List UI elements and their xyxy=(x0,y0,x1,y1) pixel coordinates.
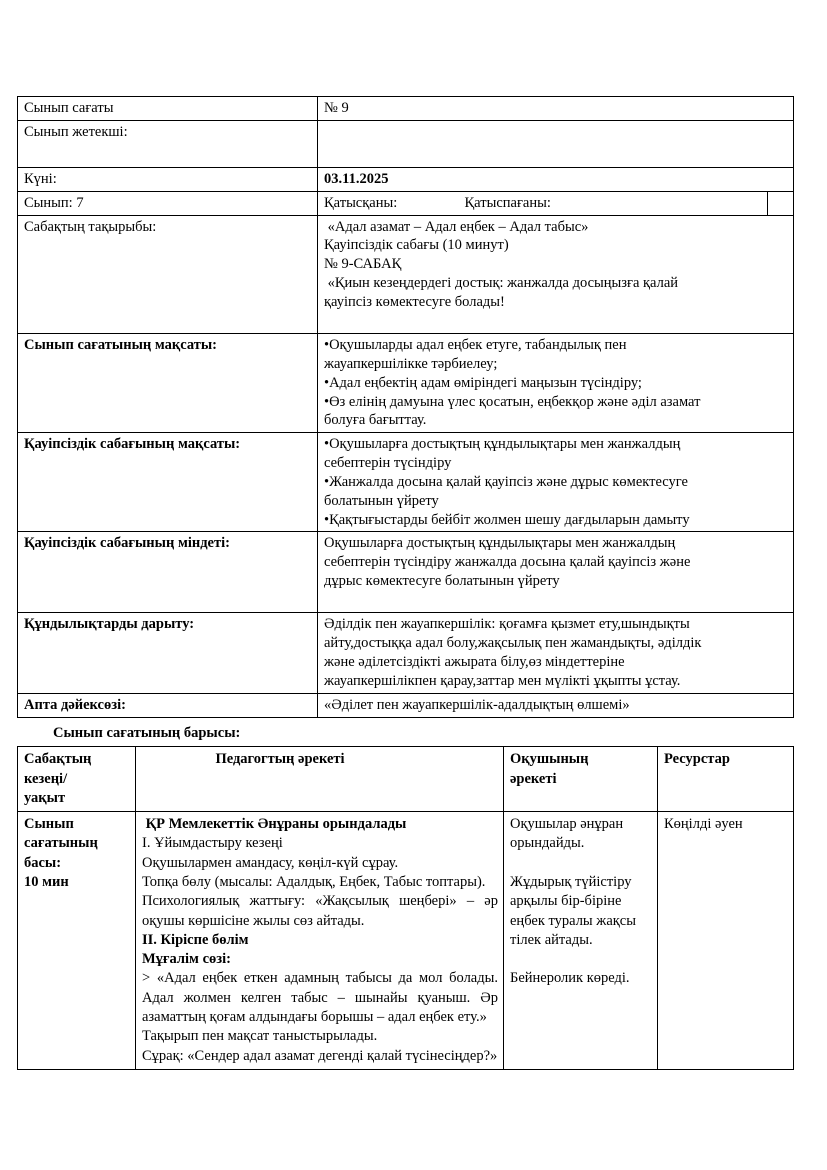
values-line: және әділетсіздікті ажырата білу,өз міндеттеріне xyxy=(324,653,625,670)
topic-line: «Қиын кезеңдердегі достық: жанжалда досыңызға қалай xyxy=(324,275,679,292)
topic-spacer xyxy=(324,312,788,331)
absent-label: Қатыспағаны: xyxy=(464,194,551,211)
safety-task-line: себептерін түсіндіру жанжалда досына қалай қауіпсіз және xyxy=(324,554,691,571)
week-quote-value: «Әділет пен жауапкершілік-адалдықтың өлшемі» xyxy=(318,693,794,717)
topic-line: № 9-САБАҚ xyxy=(324,256,402,273)
column-header-stage xyxy=(18,747,136,812)
student-action-cell xyxy=(504,812,658,1070)
stage-cell xyxy=(18,812,136,1070)
teacher-action-cell xyxy=(136,812,504,1070)
attended-label: Қатысқаны: xyxy=(324,194,398,211)
teacher-block: Сұрақ: «Сендер адал азамат дегенді қалай түсінесіңдер?» xyxy=(142,1047,498,1064)
student-block: Жұдырық түйістіру арқылы бір-біріне еңбек туралы жақсы тілек айтады. xyxy=(510,874,640,948)
attendance-cell xyxy=(318,191,768,215)
table-row-week-quote xyxy=(18,693,794,717)
table-row xyxy=(18,812,794,1070)
safety-goal-label: Қауіпсіздік сабағының мақсаты: xyxy=(18,433,318,532)
goal-line: •Өз елінің дамуына үлес қосатын, еңбекқор және әділ азамат xyxy=(324,393,701,410)
stage-line: 10 мин xyxy=(24,874,69,891)
table-row-class-hour-goal xyxy=(18,334,794,433)
stage-line: басы: xyxy=(24,854,62,871)
values-value xyxy=(318,613,794,693)
table-row-date xyxy=(18,167,794,191)
table-row-class-hour xyxy=(18,97,794,121)
safety-task-line: Оқушыларға достықтың құндылықтары мен жанжалдың xyxy=(324,535,676,552)
safety-goal-line: болатынын үйрету xyxy=(324,492,439,509)
goal-line: •Оқушыларды адал еңбек етуге, табандылық пен xyxy=(324,337,627,354)
table-row-topic xyxy=(18,215,794,334)
week-quote-label: Апта дәйексөзі: xyxy=(18,693,318,717)
lesson-plan-document xyxy=(17,96,793,1070)
table-row-safety-goal xyxy=(18,433,794,532)
values-label: Құндылықтарды дарыту: xyxy=(18,613,318,693)
teacher-block: II. Кіріспе бөлім xyxy=(142,931,249,948)
teacher-block: > «Адал еңбек еткен адамның табысы да мол болады. Адал жолмен келген табыс – шынайы қуаныш. Әр азаматтың қоғам алдындағы борышы – адал еңбек ету.» xyxy=(142,970,502,1025)
date-value: 03.11.2025 xyxy=(318,167,794,191)
goal-line: •Адал еңбектің адам өміріндегі маңызын түсіндіру; xyxy=(324,374,642,391)
topic-line: Қауіпсіздік сабағы (10 минут) xyxy=(324,237,509,254)
teacher-block: Психологиялық жаттығу: «Жақсылық шеңбері» – әр оқушы көршісіне жылы сөз айтады. xyxy=(142,893,502,929)
teacher-block: Тақырып пен мақсат таныстырылады. xyxy=(142,1028,378,1045)
teacher-header-text: Педагогтың әрекеті xyxy=(215,751,345,768)
safety-goal-line: себептерін түсіндіру xyxy=(324,455,452,472)
stage-header-line: кезеңі/ xyxy=(24,770,68,787)
safety-goal-value xyxy=(318,433,794,532)
student-header-line: Оқушының xyxy=(510,751,589,768)
goal-line: жауапкершілікке тәрбиелеу; xyxy=(324,355,498,372)
topic-line: қауіпсіз көмектесуге болады! xyxy=(324,293,505,310)
safety-task-value xyxy=(318,532,794,613)
teacher-block: I. Ұйымдастыру кезеңі xyxy=(142,835,283,852)
class-hour-goal-value xyxy=(318,334,794,433)
safety-goal-line: •Жанжалда досына қалай қауіпсіз және дұрыс көмектесуге xyxy=(324,473,688,490)
student-header-line: әрекеті xyxy=(510,770,557,787)
teacher-block: Оқушылармен амандасу, көңіл-күй сұрау. xyxy=(142,854,399,871)
topic-label: Сабақтың тақырыбы: xyxy=(18,215,318,334)
stage-line: Сынып xyxy=(24,816,74,833)
column-header-resources: Ресурстар xyxy=(658,747,794,812)
column-header-teacher-action xyxy=(136,747,504,812)
values-line: Әділдік пен жауапкершілік: қоғамға қызмет ету,шындықты xyxy=(324,616,690,633)
lesson-flow-table xyxy=(17,746,794,1070)
stage-header-line: уақыт xyxy=(24,789,66,806)
student-block-spacer xyxy=(510,950,652,969)
values-line: айту,достыққа адал болу,жақсылық пен жамандықты, әділдік xyxy=(324,635,702,652)
class-teacher-value xyxy=(318,120,794,167)
table-row-class-attendance xyxy=(18,191,794,215)
class-hour-number: № 9 xyxy=(318,97,794,121)
teacher-block: Топқа бөлу (мысалы: Адалдық, Еңбек, Табыс топтары). xyxy=(142,874,486,891)
stage-header-line: Сабақтың xyxy=(24,751,92,768)
section-title-lesson-flow: Сынып сағатының барысы: xyxy=(53,724,241,741)
class-hour-label: Сынып сағаты xyxy=(18,97,318,121)
topic-line: «Адал азамат – Адал еңбек – Адал табыс» xyxy=(324,218,589,235)
teacher-block: Мұғалім сөзі: xyxy=(142,951,231,968)
safety-task-line: дұрыс көмектесуге болатынын үйрету xyxy=(324,573,560,590)
class-hour-goal-label: Сынып сағатының мақсаты: xyxy=(18,334,318,433)
table-header-row xyxy=(18,747,794,812)
safety-task-label: Қауіпсіздік сабағының міндеті: xyxy=(18,532,318,613)
stage-line: сағатының xyxy=(24,835,98,852)
topic-value xyxy=(318,215,794,334)
student-block: Оқушылар әнұран орындайды. xyxy=(510,816,627,852)
table-row-safety-task xyxy=(18,532,794,613)
class-number-label: Сынып: 7 xyxy=(18,191,318,215)
values-line: жауапкершілікпен қарау,заттар мен мүлікті ұқыпты ұстау. xyxy=(324,672,681,689)
resources-cell: Көңілді әуен xyxy=(658,812,794,1070)
date-label: Күні: xyxy=(18,167,318,191)
table-row-values xyxy=(18,613,794,693)
safety-task-spacer xyxy=(324,591,788,610)
lesson-header-table xyxy=(17,96,794,718)
safety-goal-line: •Қақтығыстарды бейбіт жолмен шешу дағдыларын дамыту xyxy=(324,511,690,528)
student-block: Бейнеролик көреді. xyxy=(510,970,630,987)
table-row-class-teacher xyxy=(18,120,794,167)
attendance-extra-cell xyxy=(768,191,794,215)
student-block-spacer xyxy=(510,854,652,873)
safety-goal-line: •Оқушыларға достықтың құндылықтары мен жанжалдың xyxy=(324,436,681,453)
column-header-student-action xyxy=(504,747,658,812)
goal-line: болуға бағыттау. xyxy=(324,412,427,429)
class-teacher-label: Сынып жетекші: xyxy=(18,120,318,167)
teacher-block: ҚР Мемлекеттік Әнұраны орындалады xyxy=(142,816,407,833)
